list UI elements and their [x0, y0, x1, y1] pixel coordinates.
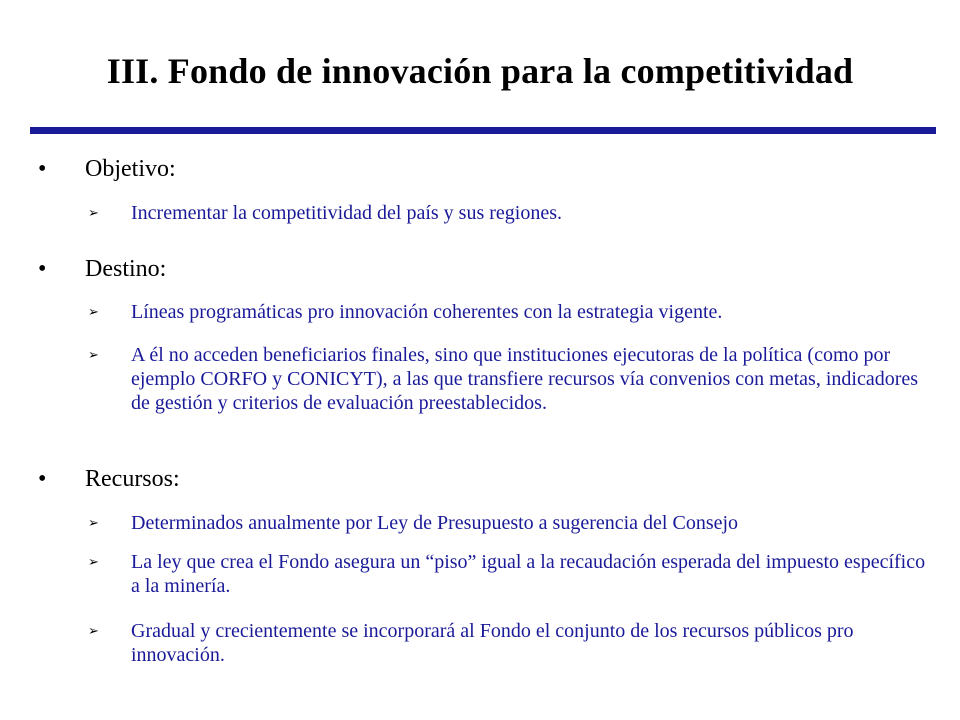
arrow-right-bullet-icon: ➢	[88, 623, 99, 638]
sub-item-text: A él no acceden beneficiarios finales, sino que instituciones ejecutoras de la política (como por ejemplo CORFO y CONICYT), a las que transfiere recursos vía convenios con metas, indicadores de gestión y criterios de evaluación preestablecidos.	[131, 344, 919, 414]
sub-item-text: Gradual y crecientemente se incorporará al Fondo el conjunto de los recursos públicos pro innovación.	[131, 620, 854, 666]
bullet-dot-icon: •	[38, 466, 47, 492]
sub-item-text: Determinados anualmente por Ley de Presupuesto a sugerencia del Consejo	[131, 512, 739, 534]
arrow-right-bullet-icon: ➢	[88, 554, 99, 569]
arrow-right-bullet-icon: ➢	[88, 205, 99, 220]
section-label: Recursos:	[85, 466, 180, 492]
bullet-dot-icon: •	[38, 256, 47, 282]
title-underline	[30, 127, 936, 134]
sub-item-text: Líneas programáticas pro innovación coherentes con la estrategia vigente.	[131, 301, 723, 323]
section-label: Destino:	[85, 256, 167, 282]
bullet-dot-icon: •	[38, 156, 47, 182]
arrow-right-bullet-icon: ➢	[88, 304, 99, 319]
sub-item-text: Incrementar la competitividad del país y sus regiones.	[131, 202, 562, 224]
slide-title: III. Fondo de innovación para la competitividad	[106, 51, 854, 91]
sub-item-text: La ley que crea el Fondo asegura un “piso” igual a la recaudación esperada del impuesto específico a la minería.	[131, 551, 926, 597]
arrow-right-bullet-icon: ➢	[88, 347, 99, 362]
section-label: Objetivo:	[85, 156, 176, 182]
arrow-right-bullet-icon: ➢	[88, 515, 99, 530]
